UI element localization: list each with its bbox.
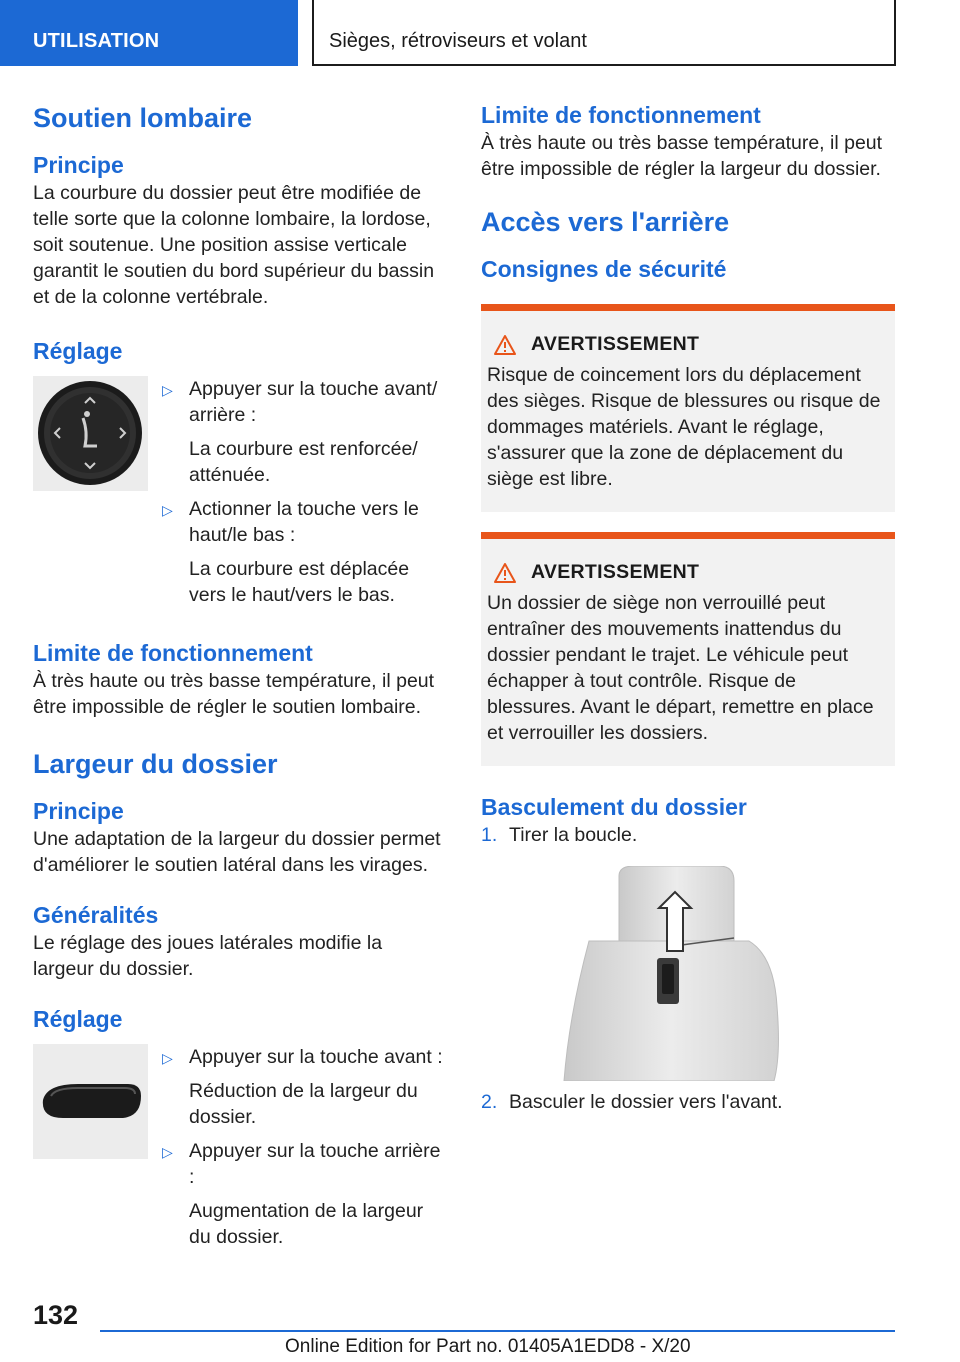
list-item-label: Appuyer sur la touche avant :	[189, 1046, 443, 1068]
heading-setting-lumbar: Réglage	[33, 338, 123, 364]
right-column	[481, 100, 895, 1115]
text-limit-lumbar: À très haute ou très basse température, il peut être impossible de régler le soutien lombaire.	[33, 670, 435, 718]
triangle-bullet-icon: ▷	[162, 1144, 173, 1160]
lumbar-switch-image	[33, 376, 148, 491]
step-item	[481, 1089, 895, 1115]
triangle-bullet-icon: ▷	[162, 502, 173, 518]
list-item-result: La courbure est renforcée/ atténuée.	[189, 438, 418, 486]
warning-box	[481, 304, 895, 512]
seat-backrest-image	[549, 866, 789, 1081]
footer-divider	[100, 1330, 895, 1332]
page-number: 132	[33, 1300, 79, 1330]
text-limit-width: À très haute ou très basse température, il peut être impossible de régler la largeur du dossier.	[481, 132, 883, 180]
heading-limit-lumbar: Limite de fonctionnement	[33, 640, 313, 666]
list-item-result: Réduction de la largeur du dossier.	[189, 1080, 418, 1128]
heading-rear-access: Accès vers l'arrière	[481, 207, 730, 237]
chapter-title: Sièges, rétroviseurs et volant	[312, 0, 896, 66]
list-item	[162, 496, 445, 608]
step-number: 2.	[481, 1091, 498, 1113]
heading-setting-width: Réglage	[33, 1006, 123, 1032]
list-item	[162, 376, 445, 488]
step-text: Tirer la boucle.	[509, 824, 638, 846]
left-column	[33, 100, 445, 1250]
heading-lumbar-support: Soutien lombaire	[33, 103, 253, 133]
text-principle-lumbar: La courbure du dossier peut être modifiée de telle sorte que la colonne lombaire, la lordose, soit soutenue. Une position assise verticale garantit le soutien du bord supérieur du bassin et de la colonne vertébrale.	[33, 182, 435, 308]
list-item-result: La courbure est déplacée vers le haut/vers le bas.	[189, 558, 410, 606]
setting-lumbar	[33, 376, 445, 608]
warning-triangle-icon	[493, 334, 517, 356]
list-item-label: Actionner la touche vers le haut/le bas :	[189, 498, 419, 546]
triangle-bullet-icon: ▷	[162, 1050, 173, 1066]
heading-safety: Consignes de sécurité	[481, 256, 727, 282]
list-item	[162, 1138, 445, 1250]
heading-principle-width: Principe	[33, 798, 124, 824]
text-general: Le réglage des joues latérales modifie la largeur du dossier.	[33, 932, 383, 980]
list-item-result: Augmentation de la largeur du dossier.	[189, 1200, 424, 1248]
list-item-label: Appuyer sur la touche arrière :	[189, 1140, 441, 1188]
step-item	[481, 822, 895, 848]
warning-text: Risque de coincement lors du déplacement des sièges. Risque de blessures ou risque de dommages matériels. Avant le réglage, s'assurer que la zone de déplacement du siège est libre.	[487, 364, 881, 490]
heading-general: Généralités	[33, 902, 159, 928]
step-text: Basculer le dossier vers l'avant.	[509, 1091, 783, 1113]
warning-text: Un dossier de siège non verrouillé peut entraîner des mouvements inattendus du dossier pendant le trajet. Le véhicule peut échapper à tout contrôle. Risque de blessures. Avant le départ, remettre en place et verrouiller les dossiers.	[487, 592, 874, 744]
footer-edition: Online Edition for Part no. 01405A1EDD8 - X/20	[285, 1336, 691, 1357]
warning-title: AVERTISSEMENT	[531, 561, 700, 583]
list-item	[162, 1044, 445, 1130]
text-principle-width: Une adaptation de la largeur du dossier permet d'améliorer le soutien latéral dans les virages.	[33, 828, 441, 876]
step-number: 1.	[481, 824, 498, 846]
triangle-bullet-icon: ▷	[162, 382, 173, 398]
heading-limit-width: Limite de fonctionnement	[481, 102, 761, 128]
setting-width	[33, 1044, 445, 1250]
heading-backrest-width: Largeur du dossier	[33, 749, 278, 779]
warning-title: AVERTISSEMENT	[531, 333, 700, 355]
heading-fold-backrest: Basculement du dossier	[481, 794, 747, 820]
width-switch-image	[33, 1044, 148, 1159]
section-tab: UTILISATION	[0, 0, 298, 66]
warning-box	[481, 532, 895, 766]
heading-principle-lumbar: Principe	[33, 152, 124, 178]
list-item-label: Appuyer sur la touche avant/ arrière :	[189, 378, 438, 426]
warning-triangle-icon	[493, 562, 517, 584]
